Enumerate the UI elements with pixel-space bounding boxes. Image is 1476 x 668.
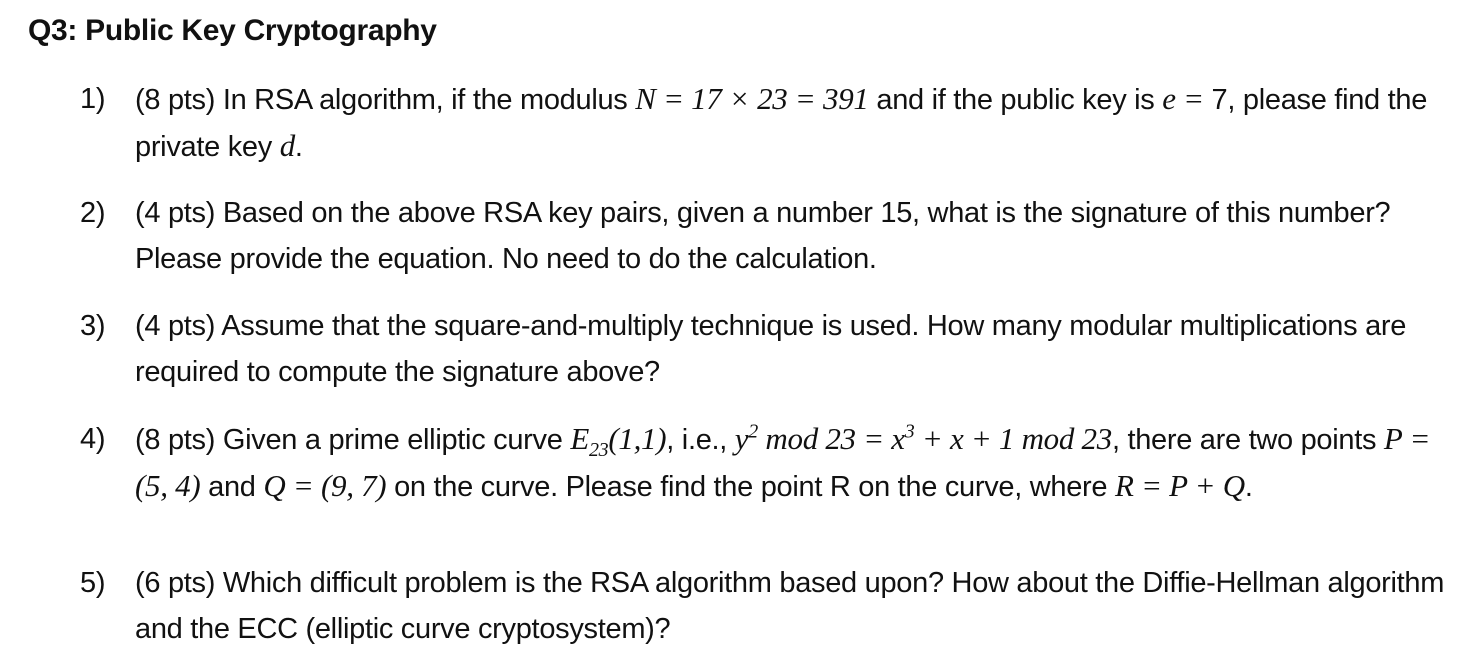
math-point-p: P = (5, 4) bbox=[135, 421, 1431, 503]
question-number: 1) bbox=[80, 83, 106, 115]
math-curve-equation: $y^2$ mod $23 = x^3 + x + 1$ mod 23 bbox=[734, 420, 1112, 456]
math-public-key: e = bbox=[1162, 81, 1204, 116]
question-1 bbox=[80, 76, 1450, 170]
page-title: Q3: Public Key Cryptography bbox=[28, 14, 437, 47]
question-4 bbox=[80, 416, 1450, 510]
question-number: 2) bbox=[80, 197, 106, 229]
question-text: (8 pts) In RSA algorithm, if the modulus N = 17 × 23 = 391 and if the public key is e = 7, please find the private key d. bbox=[135, 81, 1428, 163]
question-text: (6 pts) Which difficult problem is the RSA algorithm based upon? How about the Diffie-Hellman algorithm and the ECC (elliptic curve cryptosystem)? bbox=[135, 567, 1445, 645]
question-3 bbox=[80, 303, 1450, 395]
question-text: (4 pts) Assume that the square-and-multiply technique is used. How many modular multiplications are required to compute the signature above? bbox=[135, 310, 1407, 388]
math-private-key: d bbox=[279, 128, 295, 163]
math-modulus: N = 17 × 23 = 391 bbox=[635, 81, 869, 116]
math-point-q: Q = (9, 7) bbox=[263, 468, 387, 503]
question-number: 4) bbox=[80, 423, 106, 455]
question-2 bbox=[80, 190, 1450, 282]
question-number: 5) bbox=[80, 567, 106, 599]
math-curve-name: $E_{23}(1,1)$ bbox=[570, 421, 667, 462]
question-text: (4 pts) Based on the above RSA key pairs, given a number 15, what is the signature of this number? Please provide the equation. No need to do the calculation. bbox=[135, 197, 1391, 275]
math-point-r: R = P + Q bbox=[1115, 468, 1245, 503]
question-5 bbox=[80, 560, 1450, 652]
question-text: (8 pts) Given a prime elliptic curve $E_{23}(1,1)$, i.e., $y^2$ mod $23 = x^3 + x + 1$ mod 23, there are two points P = (5, 4) and Q = (9, 7) on the curve. Please find the point R on the curve, where R = P + Q. bbox=[135, 420, 1431, 503]
question-number: 3) bbox=[80, 310, 106, 342]
